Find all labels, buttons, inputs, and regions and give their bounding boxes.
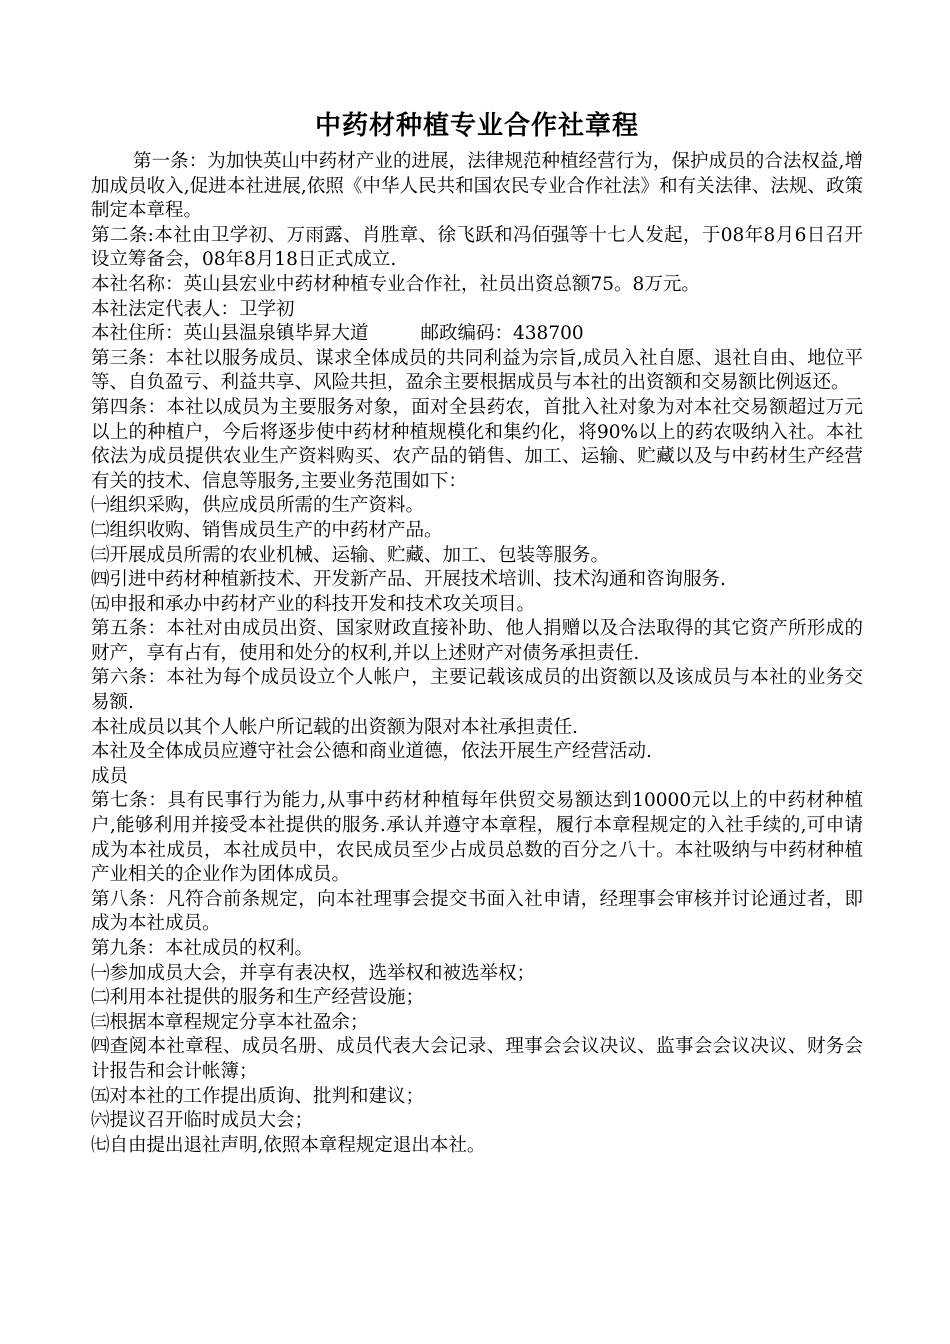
ethics-statement: 本社及全体成员应遵守社会公德和商业道德，依法开展生产经营活动. xyxy=(91,741,652,763)
article-5: 第五条：本社对由成员出资、国家财政直接补助、他人捐赠以及合法取得的其它资产所形成的财产，享有占有，使用和处分的权利,并以上述财产对债务承担责任. xyxy=(91,618,863,664)
legal-representative: 本社法定代表人：卫学初 xyxy=(91,298,295,320)
business-item-4: ㈣引进中药材种植新技术、开发新产品、开展技术培训、技术沟通和咨询服务. xyxy=(91,569,726,591)
rights-item-6: ㈥提议召开临时成员大会； xyxy=(91,1110,314,1132)
business-item-3: ㈢开展成员所需的农业机械、运输、贮藏、加工、包装等服务。 xyxy=(91,544,610,566)
article-4: 第四条：本社以成员为主要服务对象，面对全县药农，首批入社对象为对本社交易额超过万元以上的种植户，今后将逐步使中药材种植规模化和集约化，将90%以上的药农吸纳入社。本社依法为成员提供农业生产资料购买、农产品的销售、加工、运输、贮藏以及与中药材生产经营有关的技术、信息等服务,主要业务范围如下： xyxy=(91,396,863,492)
address-line xyxy=(91,322,863,347)
rights-item-7: ㈦自由提出退社声明,依照本章程规定退出本社。 xyxy=(91,1134,486,1156)
article-3: 第三条：本社以服务成员、谋求全体成员的共同利益为宗旨,成员入社自愿、退社自由、地位平等、自负盈亏、利益共享、风险共担，盈余主要根据成员与本社的出资额和交易额比例返还。 xyxy=(91,347,863,394)
article-6: 第六条：本社为每个成员设立个人帐户，主要记载该成员的出资额以及该成员与本社的业务交易额. xyxy=(91,667,863,714)
member-liability: 本社成员以其个人帐户所记载的出资额为限对本社承担责任. xyxy=(91,716,578,738)
business-item-2: ㈡组织收购、销售成员生产的中药材产品。 xyxy=(91,519,443,541)
postal-code-text: 邮政编码：438700 xyxy=(420,323,584,345)
rights-item-3: ㈢根据本章程规定分享本社盈余； xyxy=(91,1011,369,1033)
article-1: 第一条：为加快英山中药材产业的进展，法律规范种植经营行为，保护成员的合法权益,增加成员收入,促进本社进展,依照《中华人民共和国农民专业合作社法》和有关法律、法规、政策制定本章程。 xyxy=(91,151,863,222)
article-8: 第八条：凡符合前条规定，向本社理事会提交书面入社申请，经理事会审核并讨论通过者，即成为本社成员。 xyxy=(91,888,863,935)
business-item-1: ㈠组织采购，供应成员所需的生产资料。 xyxy=(91,495,425,517)
rights-item-2: ㈡利用本社提供的服务和生产经营设施； xyxy=(91,987,425,1009)
cooperative-name: 本社名称：英山县宏业中药材种植专业合作社，社员出资总额75。8万元。 xyxy=(91,273,700,295)
rights-item-1: ㈠参加成员大会，并享有表决权，选举权和被选举权； xyxy=(91,962,536,984)
article-7: 第七条：具有民事行为能力,从事中药材种植每年供贸交易额达到10000元以上的中药材种植户,能够利用并接受本社提供的服务.承认并遵守本章程，履行本章程规定的入社手续的,可申请成为本社成员，本社成员中，农民成员至少占成员总数的百分之八十。本社吸纳与中药材种植产业相关的企业作为团体成员。 xyxy=(91,790,863,886)
address-text: 本社住所：英山县温泉镇毕昇大道 xyxy=(91,323,369,345)
rights-item-4: ㈣查阅本社章程、成员名册、成员代表大会记录、理事会会议决议、监事会会议决议、财务会计报告和会计帐簿； xyxy=(91,1036,863,1082)
business-item-5: ㈤申报和承办中药材产业的科技开发和技术攻关项目。 xyxy=(91,593,536,615)
article-9: 第九条：本社成员的权利。 xyxy=(91,938,314,959)
document-title: 中药材种植专业合作社章程 xyxy=(314,111,639,141)
article-2: 第二条:本社由卫学初、万雨露、肖胜章、徐飞跃和冯佰强等十七人发起，于08年8月6日召开设立筹备会，08年8月18日正式成立. xyxy=(91,224,863,271)
document-body xyxy=(91,104,863,1158)
rights-item-5: ㈤对本社的工作提出质询、批判和建议； xyxy=(91,1085,425,1107)
section-heading-members: 成员 xyxy=(91,765,129,787)
